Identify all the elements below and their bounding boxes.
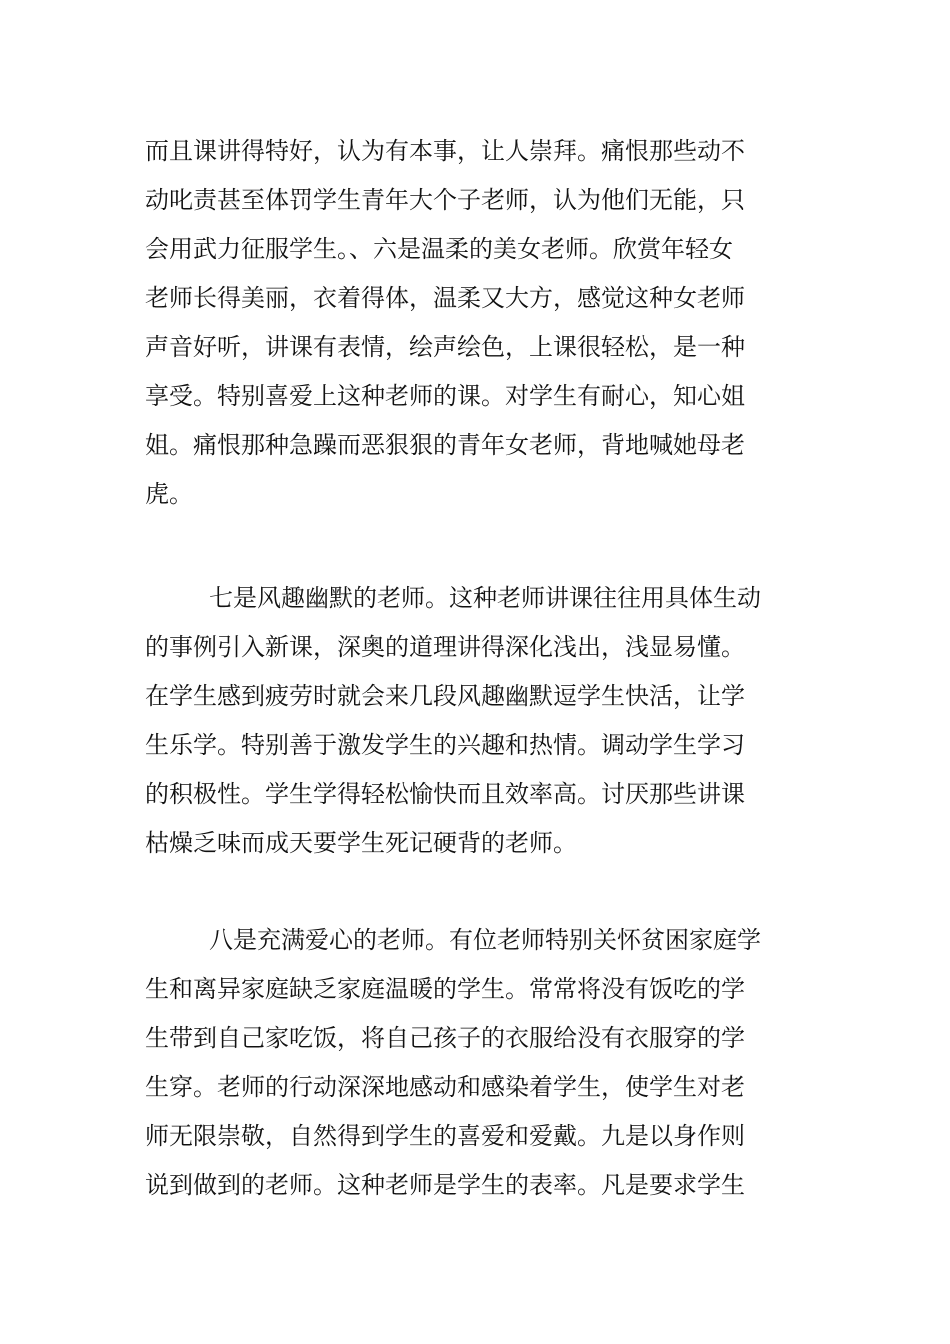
text-line: 的积极性。学生学得轻松愉快而且效率高。讨厌那些讲课: [145, 780, 745, 808]
text-line: 在学生感到疲劳时就会来几段风趣幽默逗学生快活，让学: [145, 682, 745, 710]
text-line: 姐。痛恨那种急躁而恶狠狠的青年女老师，背地喊她母老: [145, 431, 745, 459]
text-line: 声音好听，讲课有表情，绘声绘色，上课很轻松，是一种: [145, 333, 745, 361]
paragraph-1: [145, 127, 810, 519]
text-line: 虎。: [145, 480, 193, 508]
text-line: 生穿。老师的行动深深地感动和感染着学生，使学生对老: [145, 1073, 745, 1101]
text-line: 的事例引入新课，深奥的道理讲得深化浅出，浅显易懂。: [145, 633, 745, 661]
text-line-indented: 七是风趣幽默的老师。这种老师讲课往往用具体生动: [209, 584, 761, 612]
text-line: 生和离异家庭缺乏家庭温暖的学生。常常将没有饭吃的学: [145, 975, 745, 1003]
text-line: 生带到自己家吃饭，将自己孩子的衣服给没有衣服穿的学: [145, 1024, 745, 1052]
text-line: 说到做到的老师。这种老师是学生的表率。凡是要求学生: [145, 1171, 745, 1199]
text-line: 枯燥乏味而成天要学生死记硬背的老师。: [145, 829, 577, 857]
text-line: 生乐学。特别善于激发学生的兴趣和热情。调动学生学习: [145, 731, 745, 759]
text-line: 而且课讲得特好，认为有本事，让人崇拜。痛恨那些动不: [145, 137, 745, 165]
text-line: 老师长得美丽，衣着得体，温柔又大方，感觉这种女老师: [145, 284, 745, 312]
text-line: 会用武力征服学生。、六是温柔的美女老师。欣赏年轻女: [145, 235, 733, 263]
paragraph-3: [145, 916, 810, 1210]
text-line: 师无限崇敬，自然得到学生的喜爱和爱戴。九是以身作则: [145, 1122, 745, 1150]
paragraph-2: [145, 574, 810, 868]
text-line: 享受。特别喜爱上这种老师的课。对学生有耐心，知心姐: [145, 382, 745, 410]
text-line-indented: 八是充满爱心的老师。有位老师特别关怀贫困家庭学: [209, 926, 761, 954]
text-line: 动叱责甚至体罚学生青年大个子老师，认为他们无能，只: [145, 186, 745, 214]
